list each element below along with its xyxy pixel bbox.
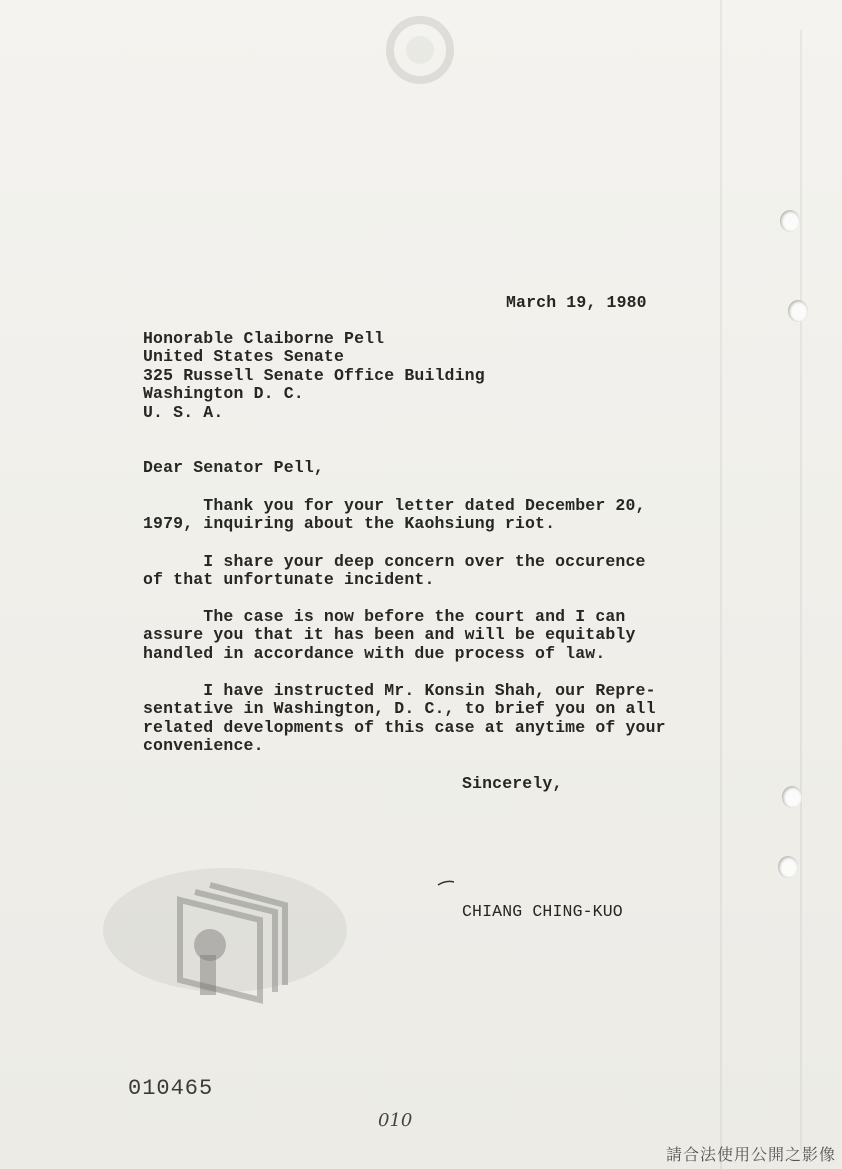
- pen-mark-icon: [436, 878, 456, 888]
- punch-hole: [782, 786, 802, 808]
- body-line: handled in accordance with due process of law.: [143, 644, 606, 663]
- right-margin-line: [800, 30, 802, 1150]
- archive-watermark-icon: [100, 860, 350, 1020]
- letter-date: March 19, 1980: [506, 293, 647, 312]
- address-line: United States Senate: [143, 347, 345, 366]
- body-line: related developments of this case at anytime of your: [143, 718, 666, 737]
- body-line: sentative in Washington, D. C., to brief you on all: [143, 699, 656, 718]
- salutation: Dear Senator Pell,: [143, 458, 324, 477]
- signatory-name: CHIANG CHING-KUO: [462, 902, 623, 921]
- address-line: Washington D. C.: [143, 384, 304, 403]
- body-line: Thank you for your letter dated December 20,: [143, 496, 646, 515]
- vertical-fold-line: [720, 0, 722, 1169]
- body-line: The case is now before the court and I can: [143, 607, 626, 626]
- body-line: 1979, inquiring about the Kaohsiung riot.: [143, 514, 556, 533]
- footer-stamp: 請合法使用公開之影像: [665, 1145, 836, 1164]
- body-line: I share your deep concern over the occurence: [143, 552, 646, 571]
- punch-hole: [788, 300, 808, 322]
- address-line: Honorable Claiborne Pell: [143, 329, 385, 348]
- punch-hole: [780, 210, 800, 232]
- body-line: convenience.: [143, 736, 264, 755]
- body-line: I have instructed Mr. Konsin Shah, our Repre-: [143, 681, 656, 700]
- body-line: of that unfortunate incident.: [143, 570, 435, 589]
- page-number: 010: [378, 1110, 413, 1131]
- body-line: assure you that it has been and will be equitably: [143, 625, 636, 644]
- closing: Sincerely,: [462, 774, 563, 793]
- document-number: 010465: [128, 1076, 214, 1101]
- address-line: U. S. A.: [143, 403, 224, 422]
- address-line: 325 Russell Senate Office Building: [143, 366, 485, 385]
- bleed-through-seal-icon: [380, 10, 460, 90]
- punch-hole: [778, 856, 798, 878]
